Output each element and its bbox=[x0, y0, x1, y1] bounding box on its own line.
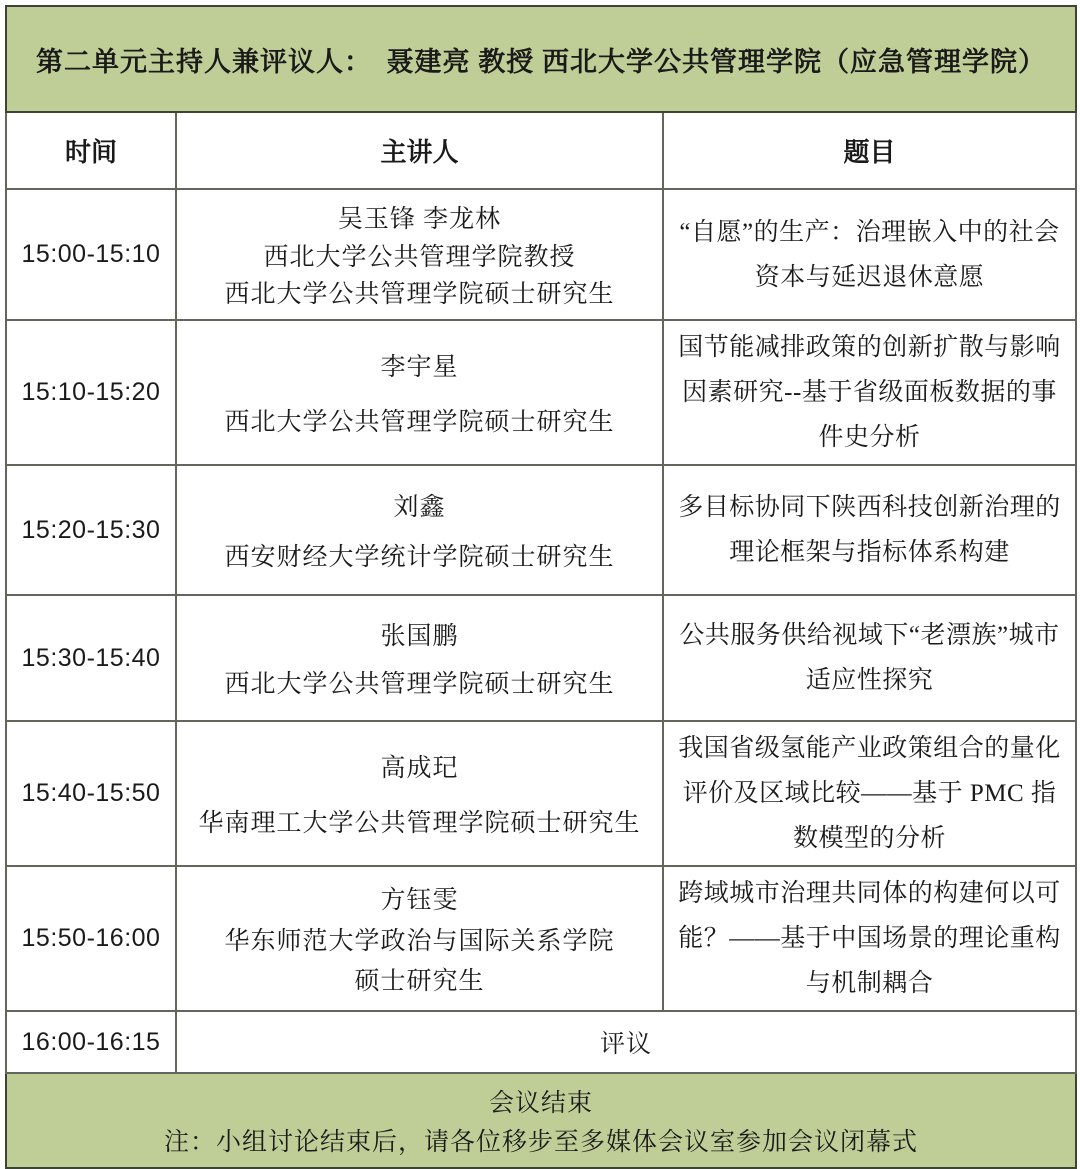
topic-cell: 国节能减排政策的创新扩散与影响因素研究--基于省级面板数据的事件史分析 bbox=[663, 320, 1076, 465]
time-cell: 15:30-15:40 bbox=[6, 595, 176, 721]
time-cell: 15:00-15:10 bbox=[6, 189, 176, 320]
speaker-cell bbox=[176, 595, 663, 721]
time-cell: 15:40-15:50 bbox=[6, 721, 176, 866]
speaker-name: 高成玘 bbox=[380, 755, 459, 783]
speaker-cell bbox=[176, 866, 663, 1011]
speaker-name: 方钰雯 bbox=[380, 886, 459, 914]
speaker-affiliation: 西北大学公共管理学院硕士研究生 bbox=[224, 408, 615, 436]
speaker-name: 吴玉锋 李龙林 bbox=[337, 206, 502, 234]
speaker-affiliation: 西安财经大学统计学院硕士研究生 bbox=[224, 543, 615, 571]
topic-cell: 公共服务供给视域下“老漂族”城市适应性探究 bbox=[663, 595, 1076, 721]
table-row bbox=[6, 189, 1076, 320]
time-cell: 15:10-15:20 bbox=[6, 320, 176, 465]
topic-cell: “自愿”的生产：治理嵌入中的社会资本与延迟退休意愿 bbox=[663, 189, 1076, 320]
topic-cell: 我国省级氢能产业政策组合的量化评价及区域比较——基于 PMC 指数模型的分析 bbox=[663, 721, 1076, 866]
table-row bbox=[6, 465, 1076, 595]
speaker-name: 李宇星 bbox=[380, 354, 459, 382]
footer-cell bbox=[6, 1073, 1076, 1168]
speaker-cell bbox=[176, 721, 663, 866]
session-header: 第二单元主持人兼评议人： 聂建亮 教授 西北大学公共管理学院（应急管理学院） bbox=[6, 6, 1076, 112]
table-row bbox=[6, 866, 1076, 1011]
footer-row bbox=[6, 1073, 1076, 1168]
review-row bbox=[6, 1011, 1076, 1073]
time-cell: 16:00-16:15 bbox=[6, 1011, 176, 1073]
footer-note: 注：小组讨论结束后，请各位移步至多媒体会议室参加会议闭幕式 bbox=[164, 1129, 919, 1156]
time-cell: 15:50-16:00 bbox=[6, 866, 176, 1011]
speaker-affiliation: 西北大学公共管理学院硕士研究生 bbox=[224, 671, 615, 698]
topic-cell: 跨域城市治理共同体的构建何以可能？——基于中国场景的理论重构与机制耦合 bbox=[663, 866, 1076, 1011]
topic-cell: 多目标协同下陕西科技创新治理的理论框架与指标体系构建 bbox=[663, 465, 1076, 595]
speaker-affiliation: 华东师范大学政治与国际关系学院 bbox=[224, 927, 615, 955]
schedule-table bbox=[5, 5, 1077, 1169]
session-header-row bbox=[6, 6, 1076, 112]
speaker-cell bbox=[176, 465, 663, 595]
speaker-affiliation: 硕士研究生 bbox=[354, 968, 485, 996]
col-header-speaker: 主讲人 bbox=[176, 112, 663, 189]
column-header-row bbox=[6, 112, 1076, 189]
table-row bbox=[6, 595, 1076, 721]
speaker-cell bbox=[176, 189, 663, 320]
speaker-cell bbox=[176, 320, 663, 465]
table-row bbox=[6, 320, 1076, 465]
meeting-end-label: 会议结束 bbox=[489, 1090, 594, 1117]
table-row bbox=[6, 721, 1076, 866]
col-header-time: 时间 bbox=[6, 112, 176, 189]
review-label-cell: 评议 bbox=[176, 1011, 1076, 1073]
speaker-affiliation: 西北大学公共管理学院教授 bbox=[263, 243, 576, 271]
speaker-name: 张国鹏 bbox=[380, 623, 459, 650]
speaker-affiliation: 西北大学公共管理学院硕士研究生 bbox=[224, 280, 615, 308]
col-header-topic: 题目 bbox=[663, 112, 1076, 189]
speaker-name: 刘鑫 bbox=[393, 494, 446, 522]
speaker-affiliation: 华南理工大学公共管理学院硕士研究生 bbox=[198, 809, 641, 837]
time-cell: 15:20-15:30 bbox=[6, 465, 176, 595]
